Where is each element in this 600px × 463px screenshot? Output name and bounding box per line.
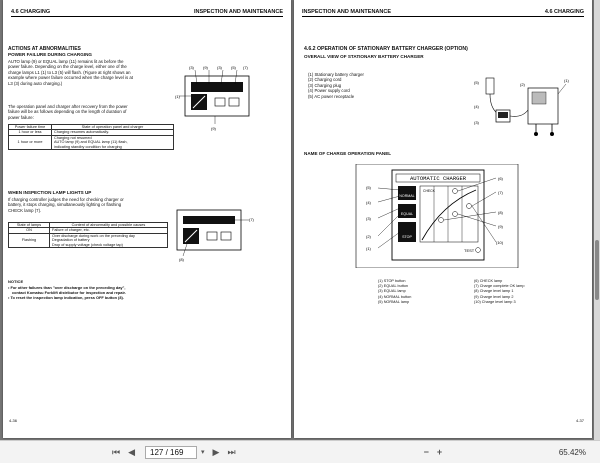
table-header: State of lamps xyxy=(9,223,50,228)
power-failure-table xyxy=(8,124,174,150)
figure-label: (7) xyxy=(249,217,254,222)
notice-list xyxy=(8,285,178,300)
panel-callout: (10) xyxy=(496,240,504,245)
normal-button-label: NORMAL xyxy=(399,194,415,198)
page-navigation xyxy=(108,446,240,459)
figure-label: (3) xyxy=(217,65,222,70)
paragraph-inspection xyxy=(8,197,173,213)
page-header xyxy=(302,6,584,17)
legend-item: (4) NORMAL button xyxy=(378,294,412,299)
vertical-scrollbar[interactable] xyxy=(594,0,600,440)
line: failure will be as follows depending on the length of duration of xyxy=(8,109,127,115)
notice-title: NOTICE xyxy=(8,279,24,284)
table-header: Content of abnormality and possible causes xyxy=(50,223,168,228)
figure-label: (7) xyxy=(243,65,248,70)
legend-item: (8) Charge level lamp 1 xyxy=(474,289,514,294)
list-item: (2) Charging cord xyxy=(308,77,342,83)
section-subtitle: POWER FAILURE DURING CHARGING xyxy=(8,52,92,57)
table-row xyxy=(9,233,168,247)
figure-panel-inspection xyxy=(173,206,261,264)
figure-label: (3) xyxy=(189,65,194,70)
notice-text: For other failures than "over discharge on the preceding day", xyxy=(10,285,126,290)
legend-item: (10) Charge level lamp 3 xyxy=(474,299,516,304)
notice-item: • For other failures than "over discharge on the preceding day", xyxy=(8,285,126,290)
figure-label: (1) xyxy=(175,94,180,99)
page-dropdown-chevron-icon[interactable]: ▾ xyxy=(201,449,205,456)
legend-item: (6) CHECK lamp xyxy=(474,279,503,283)
overall-component-list xyxy=(308,72,428,99)
page-number-input[interactable]: 127 / 169 xyxy=(145,446,197,459)
table-cell: Failure of charger, etc. xyxy=(50,228,168,233)
first-page-button[interactable]: ⏮ xyxy=(112,446,121,457)
equal-button-label: EQUAL xyxy=(400,212,414,216)
panel-legend-right xyxy=(474,279,574,305)
line: example where power failure occurred when the charge level is at xyxy=(8,75,133,81)
line: power failure. Depending on the charge level, either one of the xyxy=(8,64,127,70)
stop-button-label: STOP xyxy=(402,235,412,239)
figure-label: (1) xyxy=(564,78,569,83)
table-header: State of operation panel and charger xyxy=(52,125,174,130)
table-header: Power failure time xyxy=(9,125,52,130)
subsection-title: OVERALL VIEW OF STATIONARY BATTERY CHARGER xyxy=(304,54,424,59)
last-page-button[interactable]: ⏭ xyxy=(227,446,236,457)
figure-panel-power-failure xyxy=(175,62,263,134)
header-right: 4.6 CHARGING xyxy=(544,9,584,15)
panel-callout: (7) xyxy=(498,190,503,195)
legend-item: (2) EQUAL button xyxy=(378,284,409,289)
panel-callout: (9) xyxy=(498,224,503,229)
figure-label: (4) xyxy=(474,104,479,109)
paragraph-power-failure xyxy=(8,59,173,86)
zoom-out-button[interactable]: − xyxy=(423,447,429,457)
zoom-controls xyxy=(420,447,447,457)
test-label: TEST xyxy=(464,248,475,253)
page-left xyxy=(3,0,291,438)
table-cell: 1 hour or less xyxy=(9,130,52,135)
line: The operation panel and charger after recovery from the power xyxy=(8,104,128,109)
panel-callout: (1) xyxy=(366,246,371,251)
legend-item: (9) Charge level lamp 2 xyxy=(474,294,514,299)
table-cell: Over discharge during work on the preceding day Degradation of battery Drop of supply voltage (check voltage tap) xyxy=(50,233,168,247)
figure-label: (9) xyxy=(203,65,208,70)
table-cell: 1 hour or more xyxy=(9,135,52,149)
panel-callout: (3) xyxy=(366,216,371,221)
panel-callout: (5) xyxy=(366,185,371,190)
notice-text: contact Komatsu Forklift distributor for inspection and repair. xyxy=(12,290,126,295)
notice-item: • To reset the inspection lamp indication, press OFF button (8). xyxy=(8,295,124,300)
figure-operation-panel xyxy=(352,164,522,268)
figure-charger-overall xyxy=(474,74,574,140)
next-page-button[interactable]: ▶ xyxy=(212,446,220,457)
line: If charging controller judges the need for checking charger or xyxy=(8,197,124,202)
paragraph-recovery xyxy=(8,104,173,120)
panel-callout: (6) xyxy=(498,176,503,181)
line: charge lamps L1 (1) to L3 (5) will flash. (Figure at right shows an xyxy=(8,69,131,75)
figure-label: (5) xyxy=(231,65,236,70)
panel-callout: (4) xyxy=(366,200,371,205)
list-item: (5) AC power receptacle xyxy=(308,93,355,99)
header-left: 4.6 CHARGING xyxy=(11,9,51,15)
line: AUTO lamp (9) or EQUAL lamp (11) remains lit as before the xyxy=(8,59,124,64)
figure-label: (3) xyxy=(474,120,479,125)
section-title: WHEN INSPECTION LAMP LIGHTS UP xyxy=(8,190,92,195)
table-cell: Flashing xyxy=(9,233,50,247)
zoom-in-button[interactable]: + xyxy=(436,447,443,457)
subsection-title: NAME OF CHARGE OPERATION PANEL xyxy=(304,151,392,156)
section-title: ACTIONS AT ABNORMALITIES xyxy=(8,46,81,52)
page-right xyxy=(294,0,592,438)
notice-text: To reset the inspection lamp indication, press OFF button (8). xyxy=(10,295,124,300)
line: power failure: xyxy=(8,114,34,120)
panel-legend-left xyxy=(378,279,473,305)
scrollbar-thumb[interactable] xyxy=(595,240,599,300)
page-header xyxy=(11,6,283,17)
table-cell: Charging not resumed AUTO lamp (9) and EQUAL lamp (11) flash, indicating standby condition for charging xyxy=(52,135,174,149)
inspection-lamp-table xyxy=(8,222,168,248)
list-item: (3) Charging plug xyxy=(308,82,342,88)
previous-page-button[interactable]: ◀ xyxy=(128,446,136,457)
list-item: (1) Stationary battery charger xyxy=(308,72,364,77)
panel-header: AUTOMATIC CHARGER xyxy=(409,175,467,182)
header-left: INSPECTION AND MAINTENANCE xyxy=(302,9,392,15)
line: L3 (3) during auto charging.) xyxy=(8,80,63,86)
panel-callout: (2) xyxy=(366,234,371,239)
legend-item: (5) NORMAL lamp xyxy=(378,299,410,304)
header-right: INSPECTION AND MAINTENANCE xyxy=(193,9,283,15)
figure-label: (8) xyxy=(179,257,184,262)
figure-label: (2) xyxy=(520,82,525,87)
table-cell: Charging resumes automatically. xyxy=(52,130,174,135)
zoom-level[interactable]: 65.42% xyxy=(558,447,586,457)
panel-callout: (8) xyxy=(498,210,503,215)
viewer-toolbar xyxy=(0,440,600,463)
page-number: 4-37 xyxy=(575,418,584,423)
table-cell: ON xyxy=(9,228,50,233)
legend-item: (3) EQUAL lamp xyxy=(378,289,406,294)
check-lamp-label: CHECK xyxy=(423,189,435,193)
list-item: (4) Power supply cord xyxy=(308,88,350,94)
page-number: 4-36 xyxy=(9,418,18,423)
line: battery, it stops charging, simultaneously lighting or flashing xyxy=(8,202,122,208)
figure-label: (5) xyxy=(474,80,479,85)
legend-item: (1) STOP button xyxy=(378,279,406,283)
legend-item: (7) Charge complete OK lamp xyxy=(474,284,525,289)
line: CHECK lamp (7). xyxy=(8,207,42,213)
table-row xyxy=(9,135,174,149)
figure-label: (9) xyxy=(211,126,216,131)
section-title: 4.6.2 OPERATION OF STATIONARY BATTERY CHARGER (OPTION) xyxy=(304,46,468,52)
